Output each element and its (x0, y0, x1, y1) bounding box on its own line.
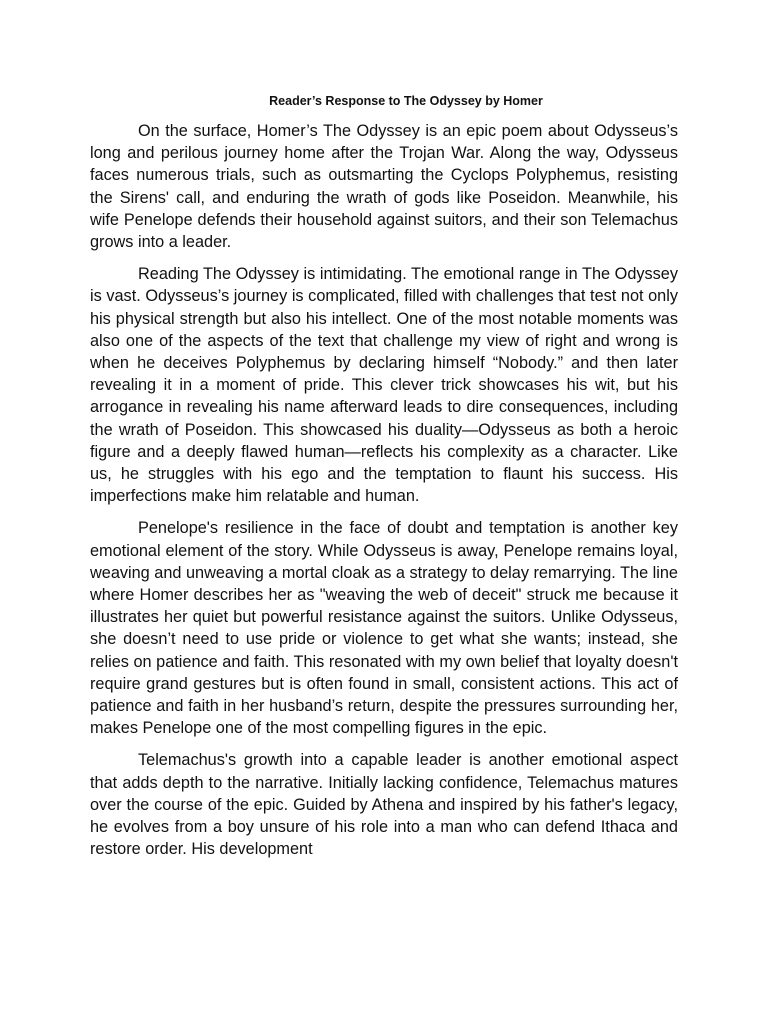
paragraph-4: Telemachus's growth into a capable leader is another emotional aspect that adds depth to the narrative. Initially lacking confidence, Telemachus matures over the course of the epic. Guided by Athena and inspired by his father's legacy, he evolves from a boy unsure of his role into a man who can defend Ithaca and restore order. His development (90, 751, 678, 859)
document-title: Reader’s Response to The Odyssey by Homer (269, 94, 543, 108)
paragraph-2: Reading The Odyssey is intimidating. The emotional range in The Odyssey is vast. Odysseus’s journey is complicated, filled with challenges that test not only his physical strength but also his intellect. One of the most notable moments was also one of the aspects of the text that challenge my view of right and wrong is when he deceives Polyphemus by declaring himself “Nobody.” and then later revealing it in a moment of pride. This clever trick showcases his wit, but his arrogance in revealing his name afterward leads to dire consequences, including the wrath of Poseidon. This showcased his duality—Odysseus as both a heroic figure and a deeply flawed human—reflects his complexity as a character. Like us, he struggles with his ego and the temptation to flaunt his success. His imperfections make him relatable and human. (90, 265, 678, 506)
paragraph-1: On the surface, Homer’s The Odyssey is an epic poem about Odysseus’s long and perilous journey home after the Trojan War. Along the way, Odysseus faces numerous trials, such as outsmarting the Cyclops Polyphemus, resisting the Sirens' call, and enduring the wrath of gods like Poseidon. Meanwhile, his wife Penelope defends their household against suitors, and their son Telemachus grows into a leader. (90, 122, 678, 252)
paragraph-3: Penelope's resilience in the face of doubt and temptation is another key emotional element of the story. While Odysseus is away, Penelope remains loyal, weaving and unweaving a mortal cloak as a strategy to delay remarrying. The line where Homer describes her as "weaving the web of deceit" struck me because it illustrates her quiet but powerful resistance against the suitors. Unlike Odysseus, she doesn’t need to use pride or violence to get what she wants; instead, she relies on patience and faith. This resonated with my own belief that loyalty doesn't require grand gestures but is often found in small, consistent actions. This act of patience and faith in her husband’s return, despite the pressures surrounding her, makes Penelope one of the most compelling figures in the epic. (90, 519, 678, 738)
document-body (90, 120, 678, 871)
